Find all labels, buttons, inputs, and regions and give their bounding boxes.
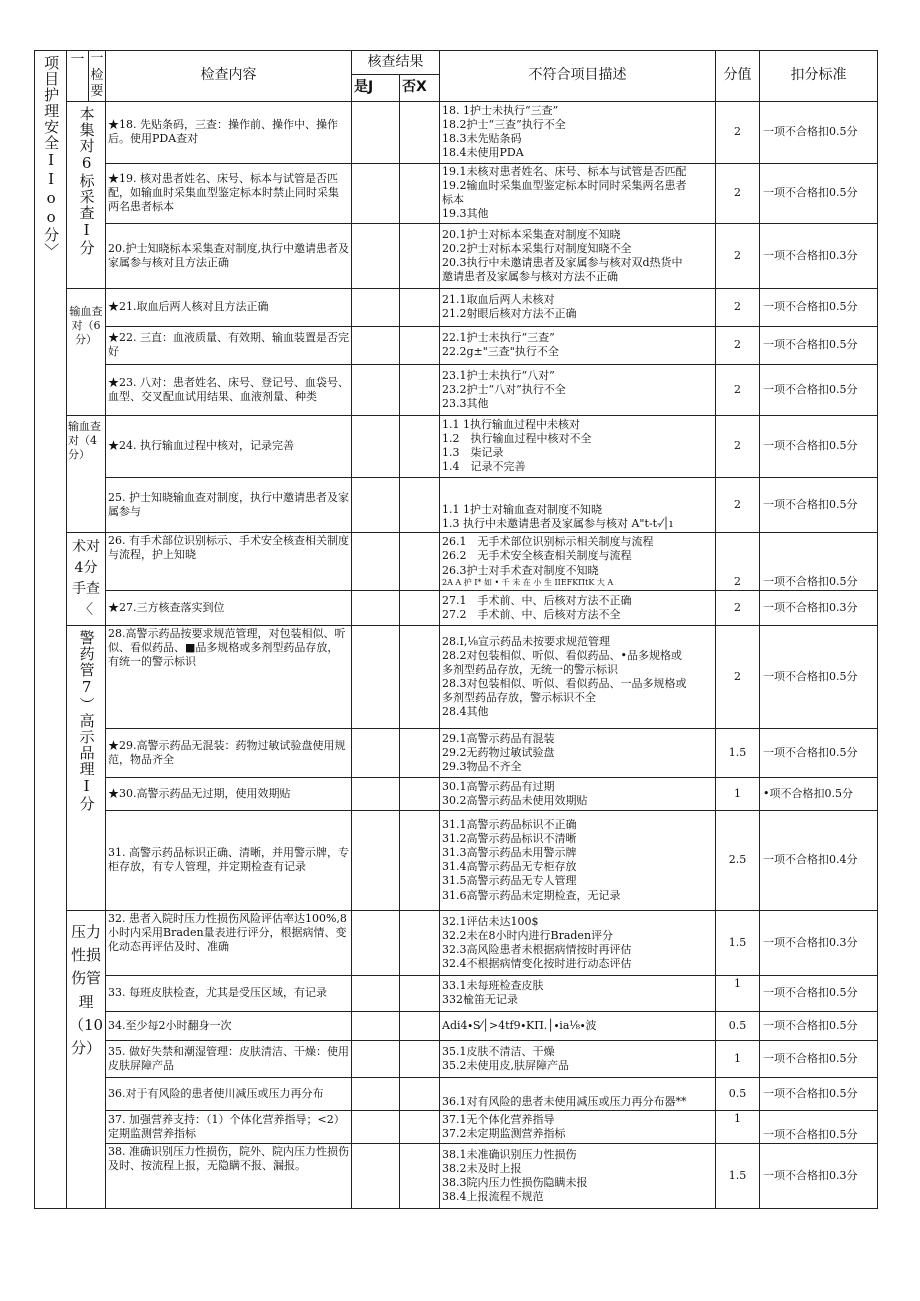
no-cell[interactable]	[400, 591, 440, 625]
score-cell: 2.5	[716, 810, 760, 910]
yes-header: 是J	[352, 75, 400, 102]
yes-cell[interactable]	[352, 415, 400, 477]
yes-cell[interactable]	[352, 288, 400, 326]
standard-cell: 一项不合格扣0.5分	[760, 1040, 878, 1077]
issue-cell: 31.1高警示药品标识不正确 31.2高警示药品标识不清晰 31.3高警示药品未用警示牌 31.4高警示药品无专柜存放 31.5高警示药品无专人管理 31.6高警示药品未定期检查，无记录	[440, 810, 716, 910]
check-content: ★27.三方核查落实到位	[106, 591, 352, 625]
no-cell[interactable]	[400, 477, 440, 532]
issue-cell: 35.1皮肤不清洁、干燥 35.2未使用皮,肤屏障产品	[440, 1040, 716, 1077]
score-cell: 0.5	[716, 1011, 760, 1040]
score-header: 分值	[716, 51, 760, 102]
yes-cell[interactable]	[352, 1143, 400, 1208]
issue-cell: 36.1对有风险的患者未使用减压或压力再分布器**	[440, 1077, 716, 1110]
standard-cell: 一项不合格扣0.5分	[760, 975, 878, 1011]
standard-cell: 一项不合格扣0.5分	[760, 288, 878, 326]
check-content: 37. 加强营养支持：（1）个体化营养指导；<2）定期监测营养指标	[106, 1110, 352, 1143]
yes-cell[interactable]	[352, 477, 400, 532]
standard-cell: 一项不合格扣0.5分	[760, 163, 878, 223]
no-cell[interactable]	[400, 910, 440, 975]
check-content: 34.至少每2小时翻身一次	[106, 1011, 352, 1040]
no-cell[interactable]	[400, 1143, 440, 1208]
no-cell[interactable]	[400, 101, 440, 163]
score-cell: 1.5	[716, 910, 760, 975]
no-header: 否X	[400, 75, 440, 102]
score-cell: 1.5	[716, 728, 760, 777]
issue-cell: 1.1 1执行输血过程中未核对 1.2 执行输血过程中核对不全 1.3 柒记录 1.4 记录不完善	[440, 415, 716, 477]
standard-cell: 一项不合格扣0.5分	[760, 1110, 878, 1143]
check-content: ★19. 核对患者姓名、床号、标本与试管是否匹配，如输血时采集血型鉴定标本时禁止同时采集两名患者标本	[106, 163, 352, 223]
issue-cell: Adi4∙S⁄│>4tf9∙KΠ.│∙ia⅛∙波	[440, 1011, 716, 1040]
yes-cell[interactable]	[352, 728, 400, 777]
issue-cell: 30.1高警示药品有过期 30.2高警示药品未使用效期贴	[440, 777, 716, 810]
yes-cell[interactable]	[352, 910, 400, 975]
standard-cell: 一项不合格扣0.3分	[760, 910, 878, 975]
score-cell: 2	[716, 326, 760, 364]
no-cell[interactable]	[400, 326, 440, 364]
check-content: ★22. 三直：血液质量、有效期、输血装置是否完好	[106, 326, 352, 364]
check-content: 35. 做好失禁和潮湿管理：皮肤清洁、干燥：使用皮肤屏障产品	[106, 1040, 352, 1077]
no-cell[interactable]	[400, 810, 440, 910]
yes-cell[interactable]	[352, 1040, 400, 1077]
content-header: 检查内容	[106, 51, 352, 102]
yes-cell[interactable]	[352, 532, 400, 591]
project-label: 项目护理安全IIoo分〉	[42, 55, 61, 259]
issue-cell: 1.1 1护士对输血查对制度不知晓 1.3 执行中未邀请患者及家属参与核对 A"t-t-⁄│ı	[440, 477, 716, 532]
category-surgery: 术对4分手查〈	[67, 532, 106, 625]
check-content: 28.高警示药品按要求规范管理，对包装相似、听似、看似药品、■品多规格或多剂型药品存放，有统一的警示标识	[106, 625, 352, 728]
check-content: 31. 高警示药品标识正确、清晰，并用警示牌，专柜存放，有专人管理，并定期检查有记录	[106, 810, 352, 910]
issue-header: 不符合项目描述	[440, 51, 716, 102]
issue-cell: 21.1取血后两人未核对 21.2射眼后核对方法不正确	[440, 288, 716, 326]
category-transfusion: 输血查对（6分）	[67, 288, 106, 415]
standard-cell: 一项不合格扣0.5分	[760, 364, 878, 415]
check-content: ★30.高警示药品无过期，使用效期贴	[106, 777, 352, 810]
issue-cell: 32.1评估未达100$ 32.2未在8小时内进行Braden评分 32.3高风险患者未根据病情按时再评估 32.4不根据病情变化按时进行动态评估	[440, 910, 716, 975]
check-content: ★21.取血后两人核对且方法正确	[106, 288, 352, 326]
no-cell[interactable]	[400, 728, 440, 777]
yes-cell[interactable]	[352, 1077, 400, 1110]
check-content: ★29.高警示药品无混装：药物过敏试验盘使用规范，物品齐全	[106, 728, 352, 777]
issue-cell: 38.1未准确识别压力性损伤 38.2未及时上报 38.3院内压力性损伤隐瞒未报 38.4上报流程不规范	[440, 1143, 716, 1208]
standard-cell: 一项不合格扣0.4分	[760, 810, 878, 910]
check-content: 25. 护士知晓输血查对制度，执行中邀请患者及家属参与	[106, 477, 352, 532]
score-cell: 1	[716, 777, 760, 810]
yes-cell[interactable]	[352, 1011, 400, 1040]
yes-cell[interactable]	[352, 975, 400, 1011]
yes-cell[interactable]	[352, 810, 400, 910]
inspection-table	[34, 50, 878, 1209]
no-cell[interactable]	[400, 288, 440, 326]
yes-cell[interactable]	[352, 625, 400, 728]
score-cell: 2	[716, 163, 760, 223]
no-cell[interactable]	[400, 1077, 440, 1110]
standard-cell: 一项不合格扣0.3分	[760, 591, 878, 625]
no-cell[interactable]	[400, 163, 440, 223]
yes-cell[interactable]	[352, 364, 400, 415]
standard-cell: 一项不合格扣0.3分	[760, 1143, 878, 1208]
yes-cell[interactable]	[352, 326, 400, 364]
standard-cell: 一项不合格扣0.5分	[760, 326, 878, 364]
no-cell[interactable]	[400, 1040, 440, 1077]
score-cell: 2	[716, 532, 760, 591]
issue-cell: 29.1高警示药品有混装 29.2无药物过敏试验盘 29.3物品不齐全	[440, 728, 716, 777]
standard-cell: •项不合格扣0.5分	[760, 777, 878, 810]
score-cell: 2	[716, 625, 760, 728]
issue-cell: 19.1未核对患者姓名、床号、标本与试管是否匹配 19.2输血时采集血型鉴定标本时同时采集两名患者 标本 19.3其他	[440, 163, 716, 223]
score-cell: 2	[716, 364, 760, 415]
issue-cell: 33.1未每班检查皮肤 332楡笛无记录	[440, 975, 716, 1011]
result-header: 核查结果	[352, 51, 440, 75]
issue-cell: 20.1护士对标本采集查对制度不知晓 20.2护士对标本采集行对制度知晓不全 20.3执行中未邀请患者及家属参与核对双d热货中 邀请患者及家属参与核对方法不正确	[440, 223, 716, 288]
issue-cell: 22.1护士未执行“三查” 22.2g±"三查"执行不全	[440, 326, 716, 364]
no-cell[interactable]	[400, 223, 440, 288]
check-content: 38. 准确识别压力性损伤，院外、院内压力性损伤及时、按流程上报，无隐瞒不报、漏报。	[106, 1143, 352, 1208]
score-cell: 2	[716, 223, 760, 288]
no-cell[interactable]	[400, 532, 440, 591]
category-transfusion-record: 输血查对（4分）	[67, 415, 106, 532]
issue-cell: 23.1护士未执行“八对” 23.2护士“八对”执行不全 23.3其他	[440, 364, 716, 415]
check-content: 36.对于有风险的患者使川减压或压力再分布	[106, 1077, 352, 1110]
yes-cell[interactable]	[352, 1110, 400, 1143]
score-cell: 1	[716, 1110, 760, 1143]
no-cell[interactable]	[400, 1011, 440, 1040]
no-cell[interactable]	[400, 777, 440, 810]
no-cell[interactable]	[400, 364, 440, 415]
score-cell: 1.5	[716, 1143, 760, 1208]
standard-cell: 一项不合格扣0.5分	[760, 477, 878, 532]
issue-cell: 37.1无个体化营养指导 37.2未定期监测营养指标	[440, 1110, 716, 1143]
level2-header: 一检要	[89, 51, 106, 102]
score-cell: 2	[716, 477, 760, 532]
yes-cell[interactable]	[352, 777, 400, 810]
no-cell[interactable]	[400, 975, 440, 1011]
yes-cell[interactable]	[352, 223, 400, 288]
yes-cell[interactable]	[352, 163, 400, 223]
standard-cell: 一项不合格扣0.5分	[760, 1077, 878, 1110]
category-specimen: 本集对6标采查I分	[67, 101, 106, 288]
issue-cell: 26.1 无手术部位识别标示相关制度与流程 26.2 无手术安全核查相关制度与流程 26.3护士对手术查对制度不知晓 2A A 护 I* 如 • 千 未 在 小 生 IIEFKΠtK 大 A	[440, 532, 716, 591]
no-cell[interactable]	[400, 1110, 440, 1143]
score-cell: 0.5	[716, 1077, 760, 1110]
score-cell: 2	[716, 415, 760, 477]
standard-cell: 一项不合格扣0.5分	[760, 532, 878, 591]
yes-cell[interactable]	[352, 101, 400, 163]
check-content: 20.护士知晓标本采集查对制度,执行中邀请患者及家属参与核对且方法正确	[106, 223, 352, 288]
standard-cell: 一项不合格扣0.5分	[760, 101, 878, 163]
level1-header: 一	[67, 51, 89, 102]
check-content: 26. 有手术部位识别标示、手术安全核查相关制度与流程，护上知晓	[106, 532, 352, 591]
standard-cell: 一项不合格扣0.5分	[760, 415, 878, 477]
no-cell[interactable]	[400, 415, 440, 477]
project-column	[35, 51, 67, 1209]
score-cell: 1	[716, 1040, 760, 1077]
standard-cell: 一项不合格扣0.3分	[760, 223, 878, 288]
category-pressure-injury: 压力性损伤管理（10分）	[67, 910, 106, 1208]
score-cell: 2	[716, 591, 760, 625]
score-cell: 1	[716, 975, 760, 1011]
yes-cell[interactable]	[352, 591, 400, 625]
check-content: 33. 每班皮肤检查，尤其是受压区域，有记录	[106, 975, 352, 1011]
standard-header: 扣分标准	[760, 51, 878, 102]
check-content: ★23. 八对：患者姓名、床号、登记号、血袋号、血型、交叉配血试用结果、血液剂量、种类	[106, 364, 352, 415]
issue-cell: 28.I,⅛宣示药品未按要求规范管理 28.2对包装相似、听似、看似药品、•品多规格或 多剂型药品存放，无统一的警示标识 28.3对包装相似、听似、看似药品、一品多规格或 多剂型药品存放，警示标识不全 28.4其他	[440, 625, 716, 728]
standard-cell: 一项不合格扣0.5分	[760, 728, 878, 777]
standard-cell: 一项不合格扣0.5分	[760, 1011, 878, 1040]
issue-cell: 18. 1护士未执行“三查” 18.2护士“三查”执行不全 18.3未先贴条码 18.4未使用PDA	[440, 101, 716, 163]
no-cell[interactable]	[400, 625, 440, 728]
issue-cell: 27.1 手术前、中、后核对方法不正确 27.2 手术前、中、后核对方法不全	[440, 591, 716, 625]
category-alert-drug: 警药管7）高示品理I分	[67, 625, 106, 910]
score-cell: 2	[716, 288, 760, 326]
check-content: ★24. 执行输血过程中核对，记录完善	[106, 415, 352, 477]
standard-cell: 一项不合格扣0.5分	[760, 625, 878, 728]
check-content: 32. 患者入院时压力性损伤风险评估率达100%,8小时内采用Braden量表进行评分，根据病情、变化动态再评估及时、准确	[106, 910, 352, 975]
check-content: ★18. 先贴条码，三查：操作前、操作中、操作后。使用PDA查对	[106, 101, 352, 163]
score-cell: 2	[716, 101, 760, 163]
